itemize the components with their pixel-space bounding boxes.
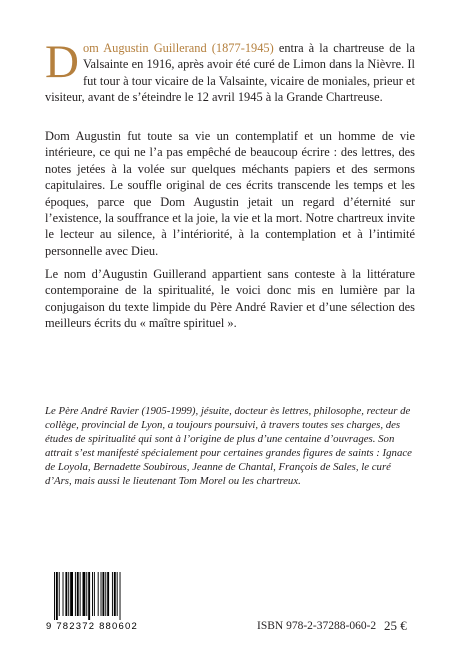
barcode-bar [92, 572, 93, 616]
barcode-bar [68, 572, 69, 616]
barcode-bar [54, 572, 55, 620]
barcode-bar [80, 572, 81, 616]
barcode-bar [63, 572, 64, 616]
barcode-bar [114, 572, 116, 616]
barcode-bar [59, 572, 60, 616]
barcode-bar [86, 572, 87, 616]
barcode-bar [117, 572, 118, 616]
intro-text: entra à la chartreuse de la Valsainte en 1916, après avoir été curé de Limon dans la Nièvre. Il fut tour à tour vicaire de la Valsainte, vicaire de moniales, prieur et visiteur, avant de s’éteindre le 12 avril 1945 à la Grande Chartreuse. [45, 41, 415, 105]
author-name: om Augustin Guillerand (1877-1945) [82, 41, 274, 55]
barcode-bar [83, 572, 86, 616]
barcode-bar [112, 572, 113, 616]
barcode-bar [65, 572, 67, 616]
barcode-graphic [54, 572, 150, 620]
intro-paragraph [45, 36, 415, 106]
author-bio: Le Père André Ravier (1905-1999), jésuite, docteur ès lettres, philosophe, recteur de collège, provincial de Lyon, a toujours poursuivi, à travers toutes ses charges, des études de spiritualité qui sont à l’origine de plus d’une centaine d’ouvrages. Son attrait s’est manifesté spécialement pour certaines grandes figures de saints : Ignace de Loyola, Bernadette Soubirous, Jeanne de Chantal, François de Sales, le curé d’Ars, mais aussi le lieutenant Tom Morel ou les chartreux. [45, 405, 412, 488]
barcode-bar [56, 572, 58, 620]
barcode-bar [105, 572, 106, 616]
barcode-bar [88, 572, 90, 620]
barcode-bar [101, 572, 102, 616]
body-paragraph-2: Dom Augustin fut toute sa vie un contemplatif et un homme de vie intérieure, ce qui ne l’a pas empêché de beaucoup écrire : des lettres, des notes jetées à la volée sur quelques méchants papiers et des sermons capitulaires. Le souffle original de ces écrits transcende les temps et les époques, parce que Dom Augustin jetait un regard d’éternité sur l’existence, la souffrance et la joie, la vie et la mort. Notre chartreux invite le lecteur au silence, à l’intériorité, à la contemplation et à l’intimité personnelle avec Dieu. [45, 129, 415, 258]
price-label: 25 € [384, 618, 407, 633]
barcode-bar [107, 572, 109, 616]
barcode-bar [77, 572, 79, 616]
barcode-bar [94, 572, 95, 616]
isbn-label: ISBN 978-2-37288-060-2 [257, 620, 377, 632]
barcode-bar [102, 572, 104, 616]
barcode-digits: 9 782372 880602 [46, 621, 138, 632]
barcode-bar [75, 572, 76, 616]
barcode-bar [120, 572, 121, 620]
dropcap-letter: D [45, 36, 79, 88]
back-cover-footer [0, 572, 450, 652]
barcode-bar [70, 572, 73, 616]
barcode-bar [98, 572, 99, 616]
body-paragraph-3: Le nom d’Augustin Guillerand appartient sans conteste à la littérature contemporaine de la spiritualité, le voici donc mis en lumière par la conjugaison du texte limpide du Père André Ravier et d’une sélection des meilleurs écrits du « maître spirituel ». [45, 267, 415, 331]
